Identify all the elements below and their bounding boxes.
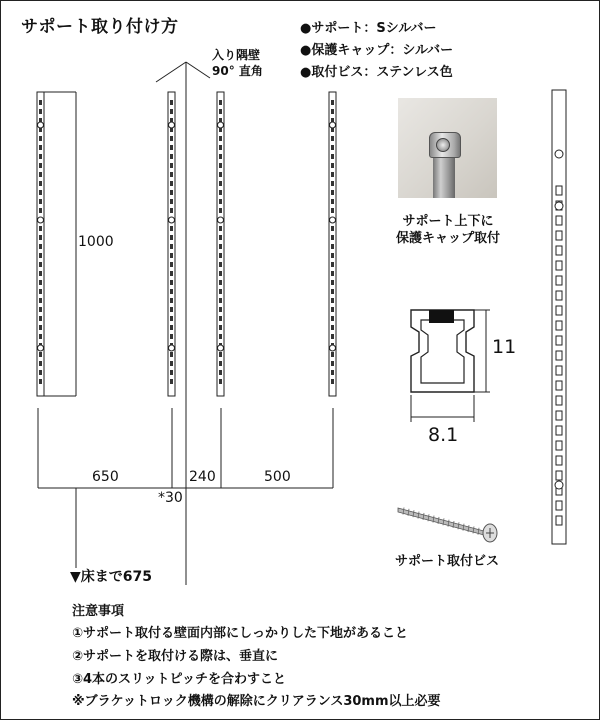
side-rail-slot (556, 291, 562, 300)
rail-slot (219, 298, 222, 303)
side-rail-slot (556, 336, 562, 345)
rail-slot (219, 280, 222, 285)
side-rail-slot (556, 426, 562, 435)
rail-slot (170, 334, 173, 339)
corner-label-line1: 入り隅壁 (212, 48, 261, 62)
rail-slot (39, 154, 42, 159)
rail-slot (39, 271, 42, 276)
side-rail-slot (556, 216, 562, 225)
rail-slot (331, 370, 334, 375)
side-rail-slot (556, 501, 562, 510)
corner-label-line2: 90° 直角 (212, 64, 263, 78)
rail-slot (331, 226, 334, 231)
rail-slot (331, 289, 334, 294)
rail-slot (219, 316, 222, 321)
rail-slot (39, 325, 42, 330)
rail-screw-hole (218, 217, 224, 223)
rail-slot (170, 271, 173, 276)
side-rail-slot (556, 276, 562, 285)
rail-slot (39, 226, 42, 231)
rail-slot (170, 307, 173, 312)
rail-slot (219, 271, 222, 276)
rail-slot (170, 352, 173, 357)
rail-slot (39, 379, 42, 384)
photo-caption-line2: 保護キャップ取付 (395, 231, 500, 246)
rail-slot (219, 172, 222, 177)
rail-slot (219, 145, 222, 150)
clearance-label: *30 (158, 490, 183, 506)
span-left-label: 650 (92, 469, 119, 485)
rail-slot (170, 154, 173, 159)
rail-slot (331, 334, 334, 339)
rail-slot (170, 325, 173, 330)
span-right-label: 500 (264, 469, 291, 485)
rail-screw-hole (218, 122, 224, 128)
rail-slot (331, 100, 334, 105)
rail-slot (219, 163, 222, 168)
rail-slot (170, 163, 173, 168)
rail-slot (39, 298, 42, 303)
cap-height-label: 11 (492, 336, 517, 358)
side-rail-slot (556, 231, 562, 240)
rail-slot (39, 145, 42, 150)
rail-slot (39, 181, 42, 186)
rail-slot (219, 352, 222, 357)
rail-slot (170, 289, 173, 294)
side-view-rail (552, 90, 566, 544)
rail-slot (170, 199, 173, 204)
rail-slot (219, 325, 222, 330)
rail-slot (331, 316, 334, 321)
rail-slot (331, 181, 334, 186)
notes-heading: 注意事項 (72, 604, 125, 619)
rail-slot (331, 361, 334, 366)
rail-slot (170, 226, 173, 231)
screw-illustration (398, 508, 497, 543)
rail-slot (39, 136, 42, 141)
rail-slot (331, 325, 334, 330)
rail-slot (170, 136, 173, 141)
rail-slot (219, 361, 222, 366)
rail-slot (219, 190, 222, 195)
rail-slot (219, 136, 222, 141)
rail-slot (331, 154, 334, 159)
rail-slot (331, 280, 334, 285)
rail-slot (219, 379, 222, 384)
rail-slot (39, 307, 42, 312)
side-rail-screw-hole (555, 481, 563, 489)
page-title: サポート取り付け方 (21, 17, 179, 37)
screw-caption: サポート取付ビス (394, 554, 499, 569)
rail-slot (219, 181, 222, 186)
rail-slot (39, 262, 42, 267)
rail-screw-hole (38, 122, 44, 128)
side-rail-slot (556, 246, 562, 255)
rail-slot (39, 172, 42, 177)
rail-screw-hole (330, 345, 336, 351)
side-rail-slot (556, 441, 562, 450)
rail-slot (170, 208, 173, 213)
rail-slot (39, 316, 42, 321)
rail-slot (39, 100, 42, 105)
rail-slot (170, 100, 173, 105)
rail-slot (331, 199, 334, 204)
corner-wall-lines (156, 62, 210, 585)
side-rail-slot (556, 456, 562, 465)
rail-slot (219, 289, 222, 294)
rail-slot (170, 370, 173, 375)
rail-slot (39, 280, 42, 285)
rail-slot (170, 280, 173, 285)
rail-screw-hole (169, 122, 175, 128)
rail-slot (39, 208, 42, 213)
height-dimension-lines (44, 92, 76, 396)
side-rail-slot (556, 396, 562, 405)
rail-slot (219, 208, 222, 213)
rail-slot (39, 352, 42, 357)
rail-slot (170, 235, 173, 240)
rail-slot (331, 235, 334, 240)
rail-slot (39, 289, 42, 294)
side-rail-slot (556, 366, 562, 375)
side-rail-slot (556, 381, 562, 390)
rail-slot (331, 298, 334, 303)
rail-slot (170, 316, 173, 321)
rail-slot (170, 361, 173, 366)
side-rail-slot (556, 516, 562, 525)
rail-screw-hole (38, 217, 44, 223)
note-item: ①サポート取付る壁面内部にしっかりした下地があること (72, 626, 409, 641)
rail-slot (170, 379, 173, 384)
rail-slot (39, 244, 42, 249)
rail-slot (219, 253, 222, 258)
rail-slot (39, 199, 42, 204)
rail-slot (219, 109, 222, 114)
rail-slot (219, 154, 222, 159)
side-rail-slot (556, 321, 562, 330)
rail-slot (331, 307, 334, 312)
side-rail-slot (556, 471, 562, 480)
rail-slot (219, 307, 222, 312)
rail-slot (331, 172, 334, 177)
rail-slot (170, 253, 173, 258)
rail-screw-hole (169, 345, 175, 351)
note-item: ②サポートを取付ける際は、垂直に (72, 649, 279, 664)
rail-screw-hole (218, 345, 224, 351)
rail-slot (170, 262, 173, 267)
rail-slot (219, 262, 222, 267)
rail-slot (331, 244, 334, 249)
rail-slot (39, 235, 42, 240)
rail-slot (170, 181, 173, 186)
rail-slot (331, 145, 334, 150)
rail-slot (170, 145, 173, 150)
rail-slot (39, 190, 42, 195)
spec-screw: ●取付ビス：ステンレス色 (300, 65, 453, 80)
rail-slot (39, 334, 42, 339)
rail-slot (331, 208, 334, 213)
rail-slot (170, 298, 173, 303)
side-rail-slot (556, 411, 562, 420)
floor-height-label: ▼床まで675 (70, 569, 152, 585)
rail-slot (219, 235, 222, 240)
rail-screw-hole (330, 122, 336, 128)
spec-cap: ●保護キャップ：シルバー (300, 43, 454, 58)
note-item: ③4本のスリットピッチを合わすこと (72, 672, 287, 687)
rail-slot (39, 370, 42, 375)
rail-slot (219, 244, 222, 249)
rail-slot (170, 172, 173, 177)
side-rail-slot (556, 306, 562, 315)
side-rail-screw-hole (555, 150, 563, 158)
rail-slot (331, 262, 334, 267)
rail-slot (219, 100, 222, 105)
rail-slot (219, 199, 222, 204)
rail-screw-hole (38, 345, 44, 351)
rail-slot (331, 352, 334, 357)
rail-slot (331, 190, 334, 195)
rail-slot (170, 244, 173, 249)
photo-screw-icon (436, 138, 450, 152)
cap-width-label: 8.1 (428, 424, 459, 446)
rail-slot (331, 271, 334, 276)
rail-screw-hole (169, 217, 175, 223)
rail-slot (219, 370, 222, 375)
rail-slot (331, 109, 334, 114)
rail-slot (170, 190, 173, 195)
rail-slot (219, 334, 222, 339)
note-item: ※ブラケットロック機構の解除にクリアランス30mm以上必要 (72, 694, 441, 709)
cap-cross-section (411, 310, 490, 422)
spec-support: ●サポート：Sシルバー (300, 21, 437, 36)
rail-screw-hole (330, 217, 336, 223)
height-dimension-label: 1000 (78, 234, 114, 250)
rail-slot (39, 109, 42, 114)
rail-slot (331, 253, 334, 258)
rail-slot (39, 163, 42, 168)
cap-photo (398, 98, 497, 198)
side-rail-slot (556, 261, 562, 270)
span-mid-label: 240 (189, 469, 216, 485)
side-rail-slot (556, 186, 562, 195)
rail-slot (170, 109, 173, 114)
rail-slot (39, 361, 42, 366)
rail-slot (39, 253, 42, 258)
photo-caption-line1: サポート上下に (402, 214, 494, 229)
rail-slot (331, 379, 334, 384)
rail-slot (331, 163, 334, 168)
rail-slot (331, 136, 334, 141)
side-rail-screw-hole (555, 202, 563, 210)
side-rail-slot (556, 351, 562, 360)
rail-slot (219, 226, 222, 231)
